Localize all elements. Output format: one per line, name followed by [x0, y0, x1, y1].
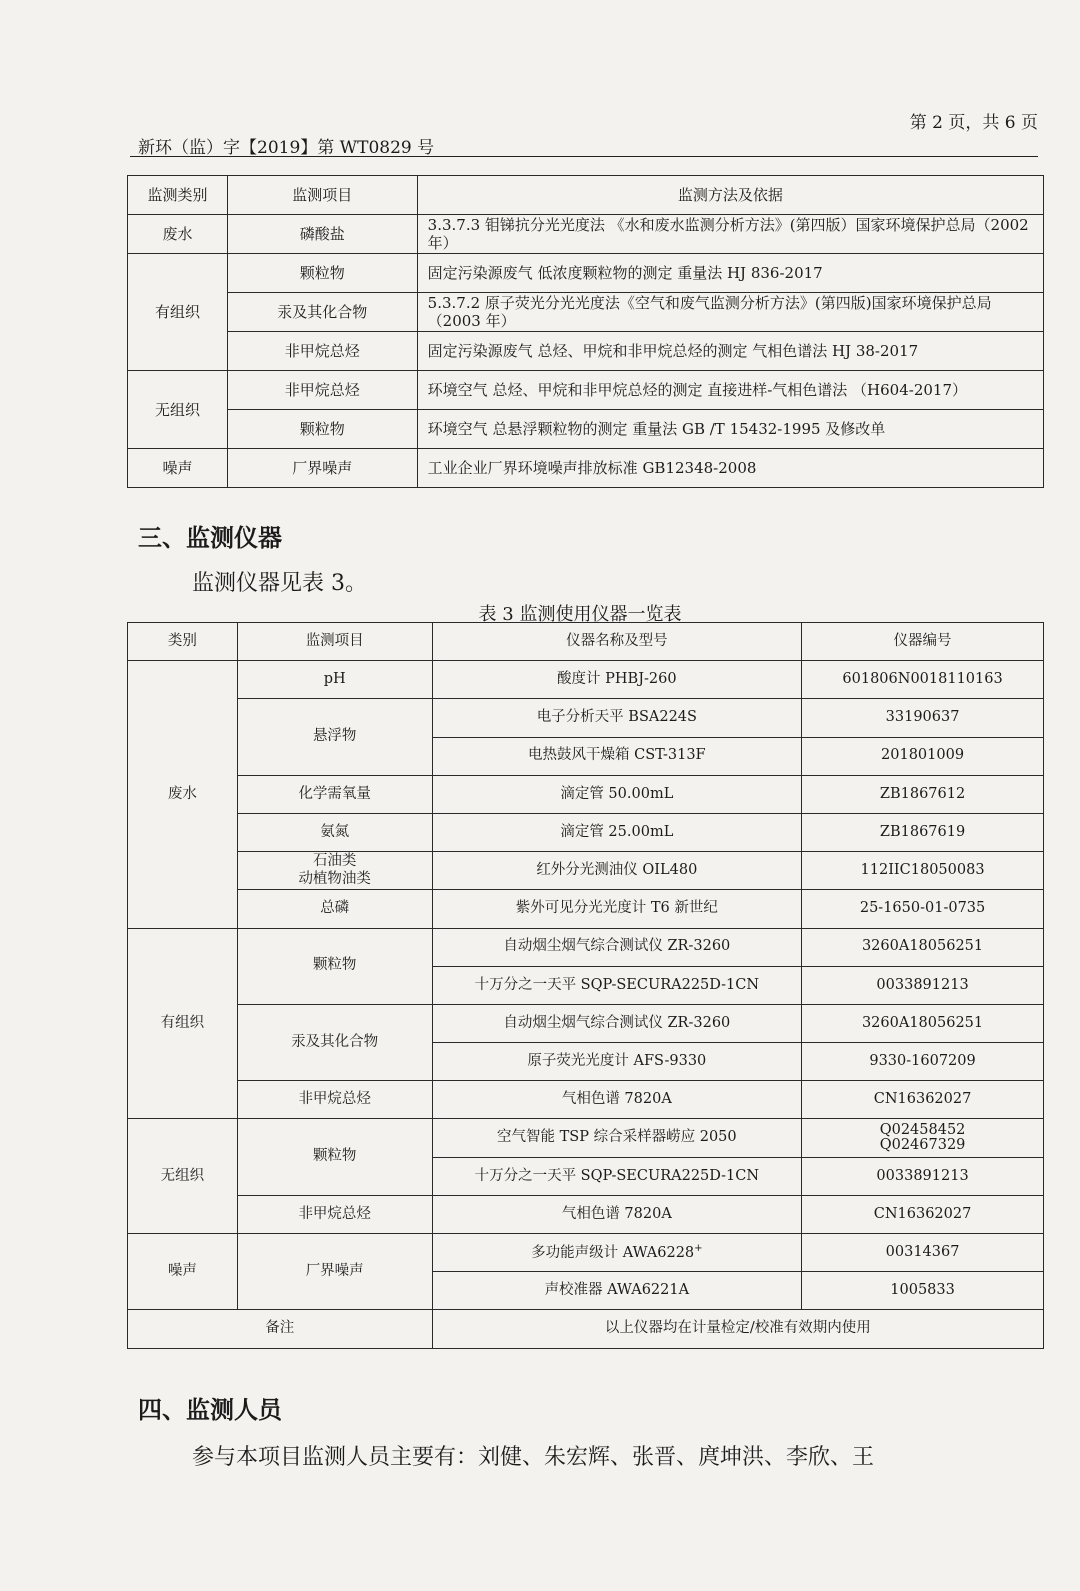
- item-cell: 非甲烷总烃: [237, 1081, 432, 1119]
- method-cell: 3.3.7.3 钼锑抗分光光度法 《水和废水监测分析方法》(第四版）国家环境保护总局（2002 年）: [417, 215, 1043, 254]
- instrument-name: 多功能声级计 AWA6228: [531, 1244, 695, 1261]
- item-cell: 悬浮物: [237, 699, 432, 775]
- table-header-row: [128, 176, 1044, 215]
- item-line: 石油类: [312, 853, 357, 870]
- header-method: 监测方法及依据: [417, 176, 1043, 215]
- instrument-cell: 紫外可见分光光度计 T6 新世纪: [432, 890, 802, 928]
- instrument-cell: 滴定管 50.00mL: [432, 775, 802, 813]
- instrument-cell: 空气智能 TSP 综合采样器崂应 2050: [432, 1119, 802, 1157]
- section-4-text: 参与本项目监测人员主要有：刘健、朱宏辉、张晋、庹坤洪、李欣、王: [192, 1445, 875, 1470]
- serial-cell: ZB1867612: [802, 775, 1044, 813]
- category-cell: 噪声: [128, 1234, 238, 1310]
- item-cell: 汞及其化合物: [227, 293, 417, 332]
- serial-cell: CN16362027: [802, 1195, 1044, 1233]
- table-row: [128, 1195, 1044, 1233]
- serial-line: Q02458452: [879, 1121, 966, 1138]
- instrument-cell: 声校准器 AWA6221A: [432, 1272, 802, 1310]
- serial-cell: 0033891213: [802, 966, 1044, 1004]
- table-row: [128, 449, 1044, 488]
- section-3-text: 监测仪器见表 3。: [192, 571, 367, 596]
- category-cell: 废水: [128, 215, 228, 254]
- category-cell: 无组织: [128, 1119, 238, 1234]
- serial-line: Q02467329: [879, 1137, 966, 1154]
- item-cell: 汞及其化合物: [237, 1004, 432, 1080]
- superscript-mark: +: [694, 1242, 703, 1254]
- category-cell: 噪声: [128, 449, 228, 488]
- method-cell: 5.3.7.2 原子荧光分光光度法《空气和废气监测分析方法》(第四版)国家环境保护总局（2003 年）: [417, 293, 1043, 332]
- table-row: [128, 1234, 1044, 1272]
- instrument-cell: 气相色谱 7820A: [432, 1195, 802, 1233]
- instruments-table: [127, 622, 1044, 1349]
- method-cell: 环境空气 总悬浮颗粒物的测定 重量法 GB /T 15432-1995 及修改单: [417, 410, 1043, 449]
- instrument-cell: 十万分之一天平 SQP-SECURA225D-1CN: [432, 1157, 802, 1195]
- instrument-cell: 电热鼓风干燥箱 CST-313F: [432, 737, 802, 775]
- table-row: [128, 699, 1044, 737]
- table-row: [128, 661, 1044, 699]
- section-4-title: 四、监测人员: [138, 1396, 282, 1424]
- table-row: [128, 775, 1044, 813]
- item-line: 动植物油类: [298, 870, 371, 887]
- serial-cell: 00314367: [802, 1234, 1044, 1272]
- header-category: 监测类别: [128, 176, 228, 215]
- table-row: [128, 813, 1044, 851]
- category-cell: 废水: [128, 661, 238, 928]
- item-cell: 厂界噪声: [227, 449, 417, 488]
- item-cell: 颗粒物: [237, 1119, 432, 1195]
- remark-label: 备注: [128, 1310, 433, 1348]
- instrument-cell: 电子分析天平 BSA224S: [432, 699, 802, 737]
- instrument-cell: 原子荧光光度计 AFS-9330: [432, 1043, 802, 1081]
- instrument-cell: 酸度计 PHBJ-260: [432, 661, 802, 699]
- remark-row: [128, 1310, 1044, 1348]
- item-cell: 总磷: [237, 890, 432, 928]
- header-category: 类别: [128, 623, 238, 661]
- item-cell: 颗粒物: [237, 928, 432, 1004]
- header-rule: [130, 156, 1038, 157]
- serial-cell: 3260A18056251: [802, 1004, 1044, 1042]
- serial-cell: 33190637: [802, 699, 1044, 737]
- page-number: 第 2 页，共 6 页: [909, 113, 1038, 133]
- table-row: [128, 928, 1044, 966]
- item-cell: pH: [237, 661, 432, 699]
- header-item: 监测项目: [237, 623, 432, 661]
- table-row: [128, 1119, 1044, 1157]
- instrument-cell: 滴定管 25.00mL: [432, 813, 802, 851]
- instrument-cell: 自动烟尘烟气综合测试仪 ZR-3260: [432, 1004, 802, 1042]
- serial-cell: 9330-1607209: [802, 1043, 1044, 1081]
- header-serial: 仪器编号: [802, 623, 1044, 661]
- methods-table: [127, 175, 1044, 488]
- serial-cell: 25-1650-01-0735: [802, 890, 1044, 928]
- table-row: [128, 293, 1044, 332]
- table-row: [128, 332, 1044, 371]
- table-row: [128, 215, 1044, 254]
- instrument-cell: 十万分之一天平 SQP-SECURA225D-1CN: [432, 966, 802, 1004]
- remark-text: 以上仪器均在计量检定/校准有效期内使用: [432, 1310, 1043, 1348]
- table-row: [128, 1004, 1044, 1042]
- method-cell: 环境空气 总烃、甲烷和非甲烷总烃的测定 直接进样-气相色谱法 （H604-2017）: [417, 371, 1043, 410]
- instrument-cell: 红外分光测油仪 OIL480: [432, 852, 802, 890]
- category-cell: 有组织: [128, 254, 228, 371]
- instrument-cell: [432, 1234, 802, 1272]
- item-cell: 非甲烷总烃: [227, 371, 417, 410]
- header-item: 监测项目: [227, 176, 417, 215]
- table-row: [128, 1081, 1044, 1119]
- serial-cell: 3260A18056251: [802, 928, 1044, 966]
- table-row: [128, 371, 1044, 410]
- serial-cell: 0033891213: [802, 1157, 1044, 1195]
- item-cell: 氨氮: [237, 813, 432, 851]
- table-row: [128, 254, 1044, 293]
- method-cell: 固定污染源废气 总烃、甲烷和非甲烷总烃的测定 气相色谱法 HJ 38-2017: [417, 332, 1043, 371]
- table-row: [128, 890, 1044, 928]
- section-3-title: 三、监测仪器: [138, 524, 282, 552]
- item-cell: 非甲烷总烃: [237, 1195, 432, 1233]
- item-cell: 厂界噪声: [237, 1234, 432, 1310]
- item-cell: 非甲烷总烃: [227, 332, 417, 371]
- category-cell: 有组织: [128, 928, 238, 1119]
- serial-cell: 201801009: [802, 737, 1044, 775]
- method-cell: 工业企业厂界环境噪声排放标准 GB12348-2008: [417, 449, 1043, 488]
- table-header-row: [128, 623, 1044, 661]
- serial-cell: 1005833: [802, 1272, 1044, 1310]
- instrument-cell: 自动烟尘烟气综合测试仪 ZR-3260: [432, 928, 802, 966]
- header-instrument: 仪器名称及型号: [432, 623, 802, 661]
- method-cell: 固定污染源废气 低浓度颗粒物的测定 重量法 HJ 836-2017: [417, 254, 1043, 293]
- serial-cell: ZB1867619: [802, 813, 1044, 851]
- category-cell: 无组织: [128, 371, 228, 449]
- item-cell: [237, 852, 432, 890]
- instrument-cell: 气相色谱 7820A: [432, 1081, 802, 1119]
- serial-cell: 112IIC18050083: [802, 852, 1044, 890]
- item-cell: 化学需氧量: [237, 775, 432, 813]
- item-cell: 颗粒物: [227, 254, 417, 293]
- item-cell: 颗粒物: [227, 410, 417, 449]
- serial-cell: CN16362027: [802, 1081, 1044, 1119]
- table-row: [128, 852, 1044, 890]
- table-row: [128, 410, 1044, 449]
- serial-cell: 601806N0018110163: [802, 661, 1044, 699]
- document-number: 新环（监）字【2019】第 WT0829 号: [138, 138, 435, 158]
- item-cell: 磷酸盐: [227, 215, 417, 254]
- table-3-caption: 表 3 监测使用仪器一览表: [478, 604, 682, 625]
- serial-cell: [802, 1119, 1044, 1157]
